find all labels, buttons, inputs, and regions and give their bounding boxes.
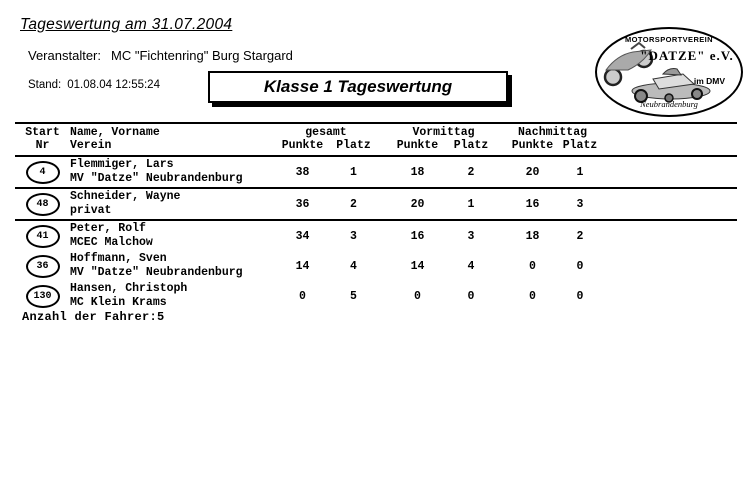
page-title: Tageswertung am 31.07.2004 bbox=[20, 16, 233, 33]
nachmittag-platz: 2 bbox=[576, 229, 584, 243]
rider-club: MC Klein Krams bbox=[70, 296, 167, 309]
stand-line bbox=[28, 79, 160, 91]
col-header-punkte-nachmittag: Punkte bbox=[511, 139, 554, 152]
nachmittag-platz: 3 bbox=[576, 197, 584, 211]
nachmittag-punkte: 0 bbox=[529, 259, 536, 273]
veranstalter-line bbox=[28, 48, 293, 63]
gesamt-platz: 1 bbox=[350, 165, 357, 179]
table-row bbox=[15, 281, 737, 311]
veranstalter-label: Veranstalter: bbox=[28, 48, 101, 63]
club-logo bbox=[595, 27, 743, 117]
gesamt-platz: 5 bbox=[350, 289, 357, 303]
rider-name: Hoffmann, Sven bbox=[70, 252, 167, 265]
logo-federation: im DMV bbox=[693, 76, 725, 86]
rider-name: Peter, Rolf bbox=[70, 222, 146, 235]
nachmittag-punkte: 16 bbox=[525, 197, 540, 211]
vormittag-punkte: 14 bbox=[410, 259, 425, 273]
vormittag-platz: 4 bbox=[467, 259, 475, 273]
veranstalter-value: MC "Fichtenring" Burg Stargard bbox=[111, 48, 293, 63]
nachmittag-punkte: 18 bbox=[525, 229, 540, 243]
start-number: 48 bbox=[36, 198, 49, 210]
gesamt-punkte: 0 bbox=[299, 289, 306, 303]
col-header-punkte-gesamt: Punkte bbox=[281, 139, 324, 152]
rider-club: MCEC Malchow bbox=[70, 236, 153, 249]
start-number: 36 bbox=[36, 260, 49, 272]
rider-name: Flemmiger, Lars bbox=[70, 158, 174, 171]
start-number-badge bbox=[26, 285, 60, 308]
vormittag-platz: 1 bbox=[467, 197, 475, 211]
gesamt-platz: 2 bbox=[350, 197, 357, 211]
start-number: 41 bbox=[36, 230, 49, 242]
class-title: Klasse 1 Tageswertung bbox=[263, 77, 453, 96]
col-header-platz-gesamt: Platz bbox=[336, 139, 371, 152]
nachmittag-punkte: 0 bbox=[529, 289, 536, 303]
class-title-box bbox=[208, 71, 508, 103]
start-number: 130 bbox=[33, 290, 52, 302]
rider-club: privat bbox=[70, 204, 112, 217]
vormittag-platz: 2 bbox=[467, 165, 475, 179]
gesamt-punkte: 38 bbox=[295, 165, 310, 179]
rider-club: MV "Datze" Neubrandenburg bbox=[70, 172, 243, 185]
table-row bbox=[15, 251, 737, 281]
gesamt-platz: 4 bbox=[350, 259, 357, 273]
vormittag-platz: 3 bbox=[467, 229, 475, 243]
logo-city: Neubrandenburg bbox=[640, 99, 698, 109]
col-header-platz-vormittag: Platz bbox=[453, 139, 489, 152]
col-header-verein: Verein bbox=[70, 139, 112, 152]
table-header bbox=[15, 124, 737, 157]
rider-club: MV "Datze" Neubrandenburg bbox=[70, 266, 243, 279]
start-number-badge bbox=[26, 255, 60, 278]
nachmittag-platz: 0 bbox=[576, 289, 584, 303]
rider-count: Anzahl der Fahrer:5 bbox=[22, 310, 165, 324]
start-number-badge bbox=[26, 225, 60, 248]
nachmittag-punkte: 20 bbox=[525, 165, 540, 179]
vormittag-platz: 0 bbox=[467, 289, 475, 303]
stand-label: Stand: bbox=[28, 79, 62, 91]
col-header-start: Start bbox=[25, 126, 60, 139]
start-number: 4 bbox=[39, 166, 46, 178]
gesamt-punkte: 36 bbox=[295, 197, 310, 211]
col-group-nachmittag: Nachmittag bbox=[517, 126, 587, 139]
vormittag-punkte: 20 bbox=[410, 197, 425, 211]
rider-name: Hansen, Christoph bbox=[70, 282, 188, 295]
vormittag-punkte: 18 bbox=[410, 165, 425, 179]
start-number-badge bbox=[26, 161, 60, 184]
col-header-platz-nachmittag: Platz bbox=[562, 139, 598, 152]
stand-value: 01.08.04 12:55:24 bbox=[67, 79, 160, 91]
gesamt-punkte: 34 bbox=[295, 229, 310, 243]
logo-club-type: MOTORSPORTVEREIN bbox=[625, 35, 713, 44]
table-row bbox=[15, 157, 737, 189]
table-row bbox=[15, 189, 737, 221]
table-row bbox=[15, 221, 737, 251]
col-header-name: Name, Vorname bbox=[70, 126, 160, 139]
gesamt-punkte: 14 bbox=[295, 259, 310, 273]
nachmittag-platz: 1 bbox=[576, 165, 584, 179]
col-group-vormittag: Vormittag bbox=[412, 126, 475, 139]
gesamt-platz: 3 bbox=[350, 229, 357, 243]
results-table bbox=[15, 122, 737, 311]
vormittag-punkte: 0 bbox=[414, 289, 421, 303]
start-number-badge bbox=[26, 193, 60, 216]
nachmittag-platz: 0 bbox=[576, 259, 584, 273]
col-header-punkte-vormittag: Punkte bbox=[396, 139, 439, 152]
vormittag-punkte: 16 bbox=[410, 229, 425, 243]
col-group-gesamt: gesamt bbox=[305, 126, 347, 139]
rider-name: Schneider, Wayne bbox=[70, 190, 181, 203]
logo-club-name: "DATZE" e.V. bbox=[640, 48, 734, 63]
col-header-nr: Nr bbox=[35, 139, 50, 152]
